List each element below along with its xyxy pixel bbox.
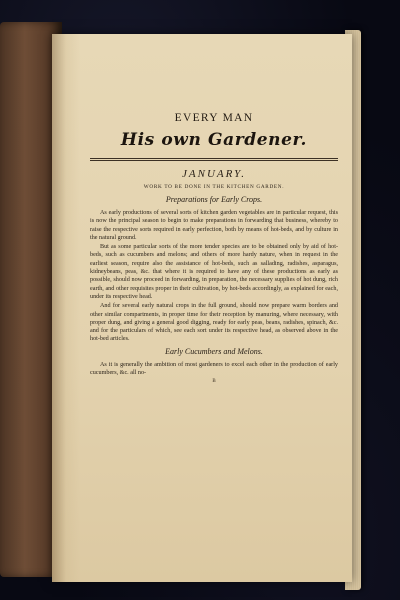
double-rule bbox=[90, 158, 338, 161]
subheading-preparations: Preparations for Early Crops. bbox=[165, 195, 263, 204]
book-page bbox=[52, 34, 352, 582]
month-heading: JANUARY. bbox=[182, 168, 246, 180]
paragraph: As early productions of several sorts of kitchen garden vegetables are in particular request, this is now the principal season to begin to make preparations in forwarding that business, whereby to raise the respective sorts required in early perfection, both by means of hot-beds, and by culture in the natural ground. bbox=[90, 210, 338, 241]
section-label: WORK TO BE DONE IN THE KITCHEN GARDEN. bbox=[143, 184, 285, 190]
running-title: EVERY MAN bbox=[174, 112, 254, 124]
paragraph: As it is generally the ambition of most gardeners to excel each other in the production of early cucumbers, &c. all no- bbox=[90, 361, 338, 377]
paragraph: And for several early natural crops in the full ground, should now prepare warm borders and other similar compartments, in proper time for their reception by manuring, where necessary, with proper dung, and giving a general good digging, ready for early peas, beans, radishes, spinach, &c. and for the particulars of which, see each sort under its respective head, as observed above in the hot-bed articles. bbox=[90, 303, 338, 343]
subheading-cucumbers: Early Cucumbers and Melons. bbox=[165, 346, 263, 356]
main-title: His own Gardener. bbox=[120, 130, 308, 150]
signature-mark: B bbox=[212, 379, 216, 385]
page-text-block bbox=[90, 112, 338, 384]
paragraph: But as some particular sorts of the more tender species are to be obtained only by aid of hot-beds, such as cucumbers and melons; and others of more hardy nature, when in request in the earliest season, require also the assistance of hot-beds, such as sallading, radishes, asparagus, kidneybeans, peas, &c. that where it is required to have any of these productions as early as possible, should now proceed in forwarding, in preparation, the necessary supplies of hot dung, rich earth, and other requisites proper in their cultivation, by hot-beds accordingly, as explained for each, under its respective head. bbox=[90, 244, 338, 300]
